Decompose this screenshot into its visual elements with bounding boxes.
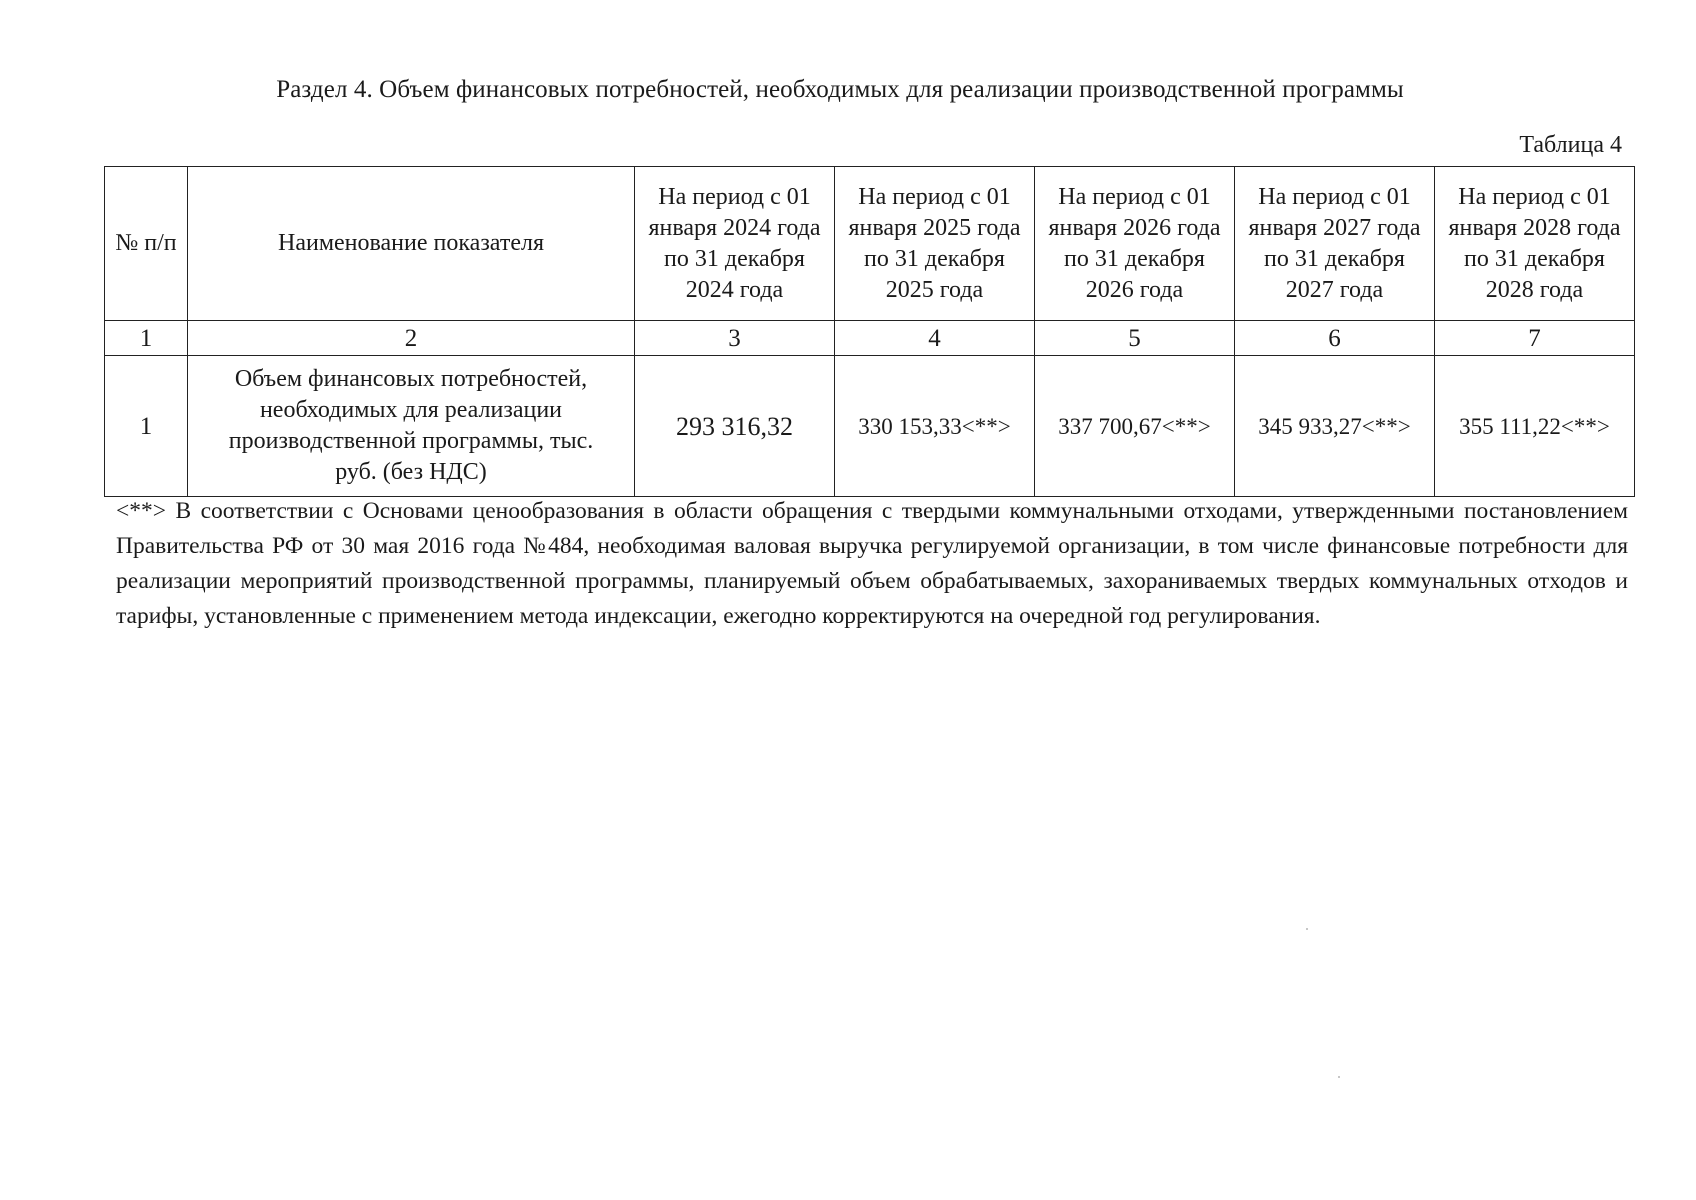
value-2025: 330 153,33<**> — [835, 356, 1035, 497]
header-period-2024 — [635, 167, 835, 321]
column-number: 6 — [1235, 321, 1435, 356]
value-2028: 355 111,22<**> — [1435, 356, 1635, 497]
row-indicator-name: Объем финансовых потребностей, необходимых для реализации производственной программы, тыс. руб. (без НДС) — [188, 356, 635, 497]
row-number: 1 — [105, 356, 188, 497]
column-number-row — [105, 321, 1635, 356]
column-number: 4 — [835, 321, 1035, 356]
header-period-label: На период с 01 января 2024 года по 31 декабря 2024 года — [648, 183, 821, 303]
value-2024: 293 316,32 — [635, 356, 835, 497]
column-number: 2 — [188, 321, 635, 356]
header-period-label: На период с 01 января 2026 года по 31 декабря 2026 года — [1048, 183, 1221, 303]
header-num-label: № п/п — [115, 230, 177, 256]
financial-needs-table — [104, 166, 1635, 497]
section-title: Раздел 4. Объем финансовых потребностей, необходимых для реализации производственной программы — [276, 76, 1404, 103]
header-period-label: На период с 01 января 2027 года по 31 декабря 2027 года — [1248, 183, 1421, 303]
column-number: 5 — [1035, 321, 1235, 356]
header-name-label: Наименование показателя — [278, 230, 544, 256]
header-period-2027 — [1235, 167, 1435, 321]
header-num — [105, 167, 188, 321]
value-2026: 337 700,67<**> — [1035, 356, 1235, 497]
column-number: 1 — [105, 321, 188, 356]
header-period-label: На период с 01 января 2025 года по 31 декабря 2025 года — [848, 183, 1021, 303]
table-caption: Таблица 4 — [1519, 132, 1622, 158]
header-period-2026 — [1035, 167, 1235, 321]
header-period-label: На период с 01 января 2028 года по 31 декабря 2028 года — [1448, 183, 1621, 303]
scan-speck — [1306, 928, 1308, 930]
scan-speck — [1338, 1076, 1340, 1078]
column-number: 7 — [1435, 321, 1635, 356]
value-2027: 345 933,27<**> — [1235, 356, 1435, 497]
header-row — [105, 167, 1635, 321]
column-number: 3 — [635, 321, 835, 356]
footnote: <**> В соответствии с Основами ценообразования в области обращения с твердыми коммунальными отходами, утвержденными постановлением Правительства РФ от 30 мая 2016 года №484, необходимая валовая выручка регулируемой организации, в том числе финансовые потребности для реализации мероприятий производственной программы, планируемый объем обрабатываемых, захораниваемых твердых коммунальных отходов и тарифы, установленные с применением метода индексации, ежегодно корректируются на очередной год регулирования. — [116, 498, 1628, 629]
table-row — [105, 356, 1635, 497]
header-name — [188, 167, 635, 321]
header-period-2025 — [835, 167, 1035, 321]
header-period-2028 — [1435, 167, 1635, 321]
